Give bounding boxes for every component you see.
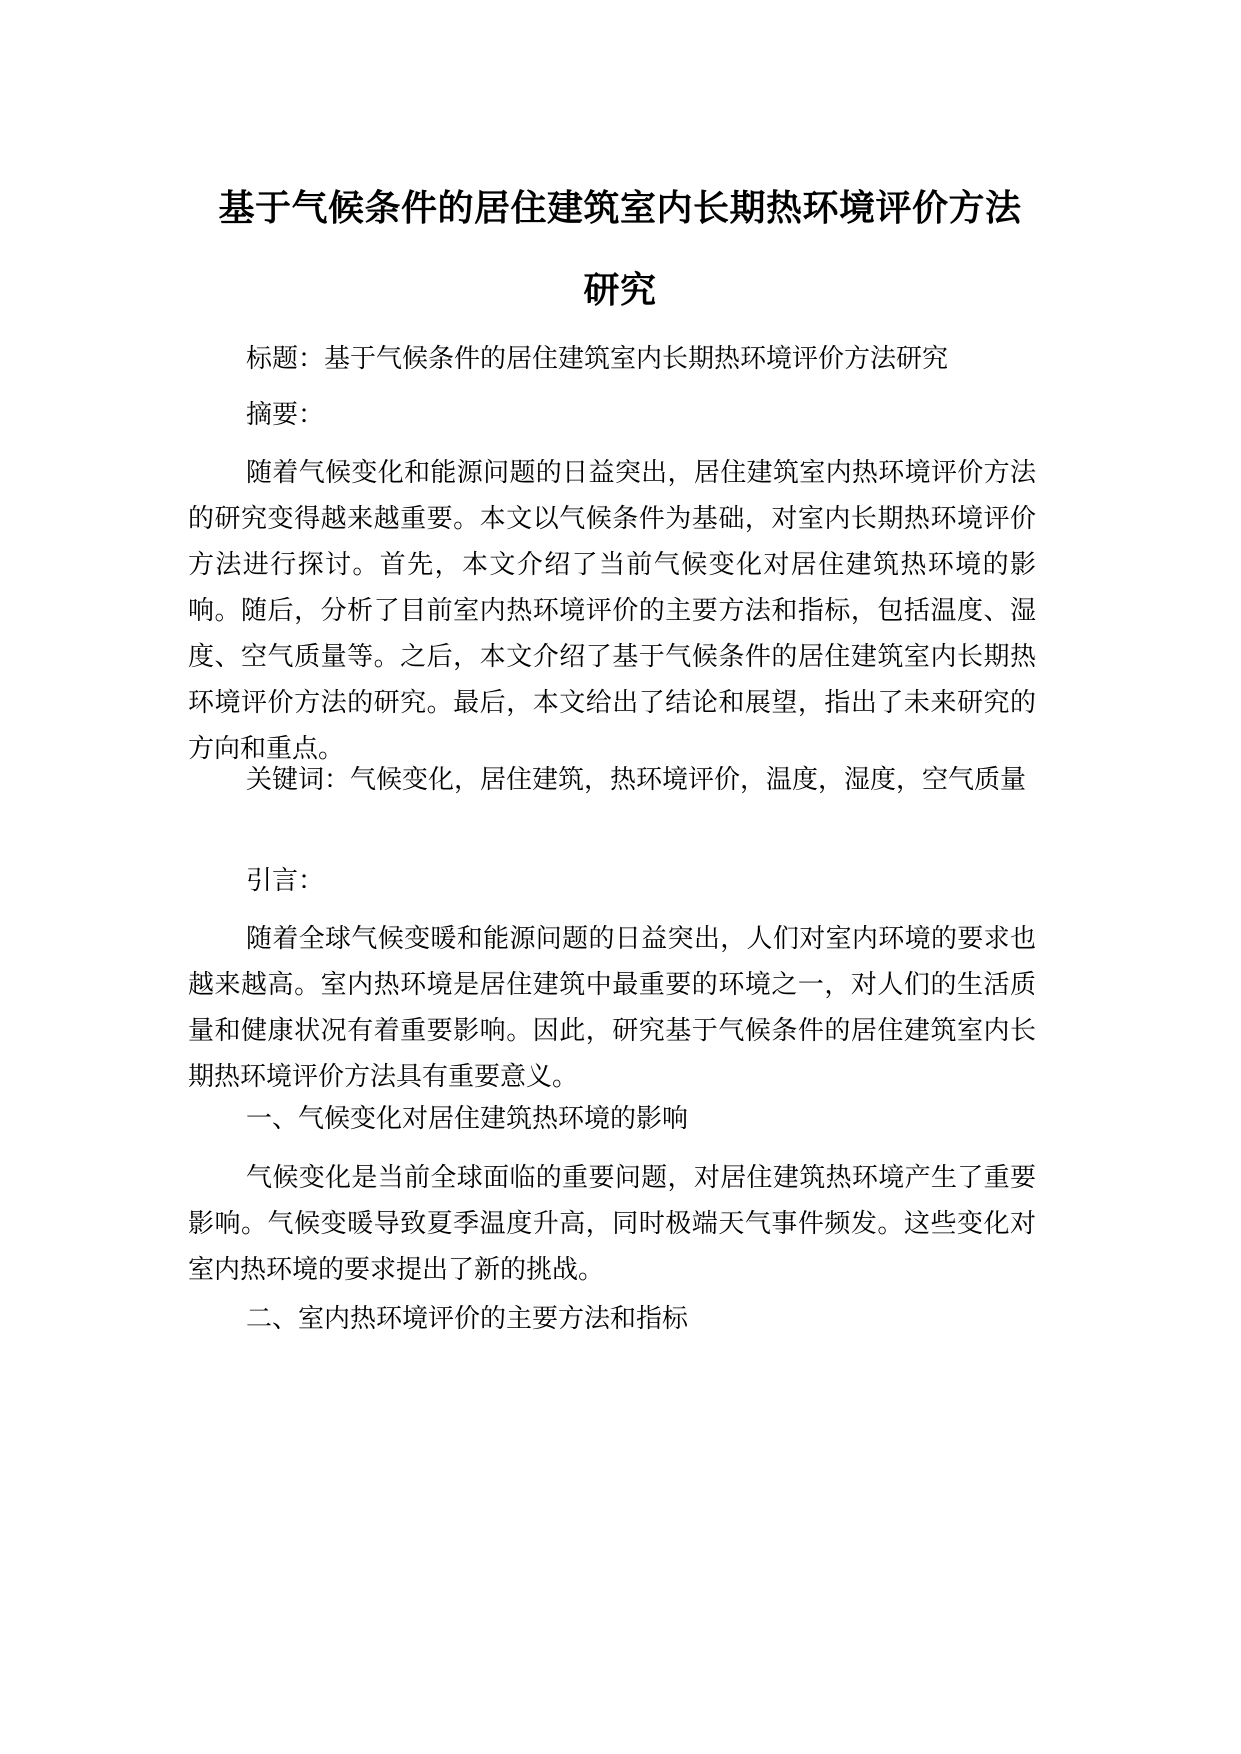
document-title [180, 168, 1060, 332]
abstract-label: 摘要： [246, 400, 325, 430]
section-1-paragraph: 气候变化是当前全球面临的重要问题，对居住建筑热环境产生了重要影响。气候变暖导致夏季温度升高，同时极端天气事件频发。这些变化对室内热环境的要求提出了新的挑战。 [188, 1163, 1036, 1285]
introduction-paragraph: 随着全球气候变暖和能源问题的日益突出，人们对室内环境的要求也越来越高。室内热环境是居住建筑中最重要的环境之一，对人们的生活质量和健康状况有着重要影响。因此，研究基于气候条件的居住建筑室内长期热环境评价方法具有重要意义。 [188, 924, 1036, 1092]
abstract-paragraph: 随着气候变化和能源问题的日益突出，居住建筑室内热环境评价方法的研究变得越来越重要。本文以气候条件为基础，对室内长期热环境评价方法进行探讨。首先，本文介绍了当前气候变化对居住建筑热环境的影响。随后，分析了目前室内热环境评价的主要方法和指标，包括温度、湿度、空气质量等。之后，本文介绍了基于气候条件的居住建筑室内长期热环境评价方法的研究。最后，本文给出了结论和展望，指出了未来研究的方向和重点。 [188, 458, 1036, 764]
document-title-line-1: 基于气候条件的居住建筑室内长期热环境评价方法 [218, 188, 1022, 229]
title-label-paragraph: 标题：基于气候条件的居住建筑室内长期热环境评价方法研究 [246, 344, 949, 374]
document-title-line-2: 研究 [583, 270, 657, 311]
section-1-heading: 一、气候变化对居住建筑热环境的影响 [246, 1104, 689, 1134]
section-2-heading: 二、室内热环境评价的主要方法和指标 [246, 1304, 689, 1334]
introduction-label: 引言： [246, 866, 325, 896]
keywords-paragraph: 关键词：气候变化，居住建筑，热环境评价，温度，湿度，空气质量 [246, 765, 1027, 795]
